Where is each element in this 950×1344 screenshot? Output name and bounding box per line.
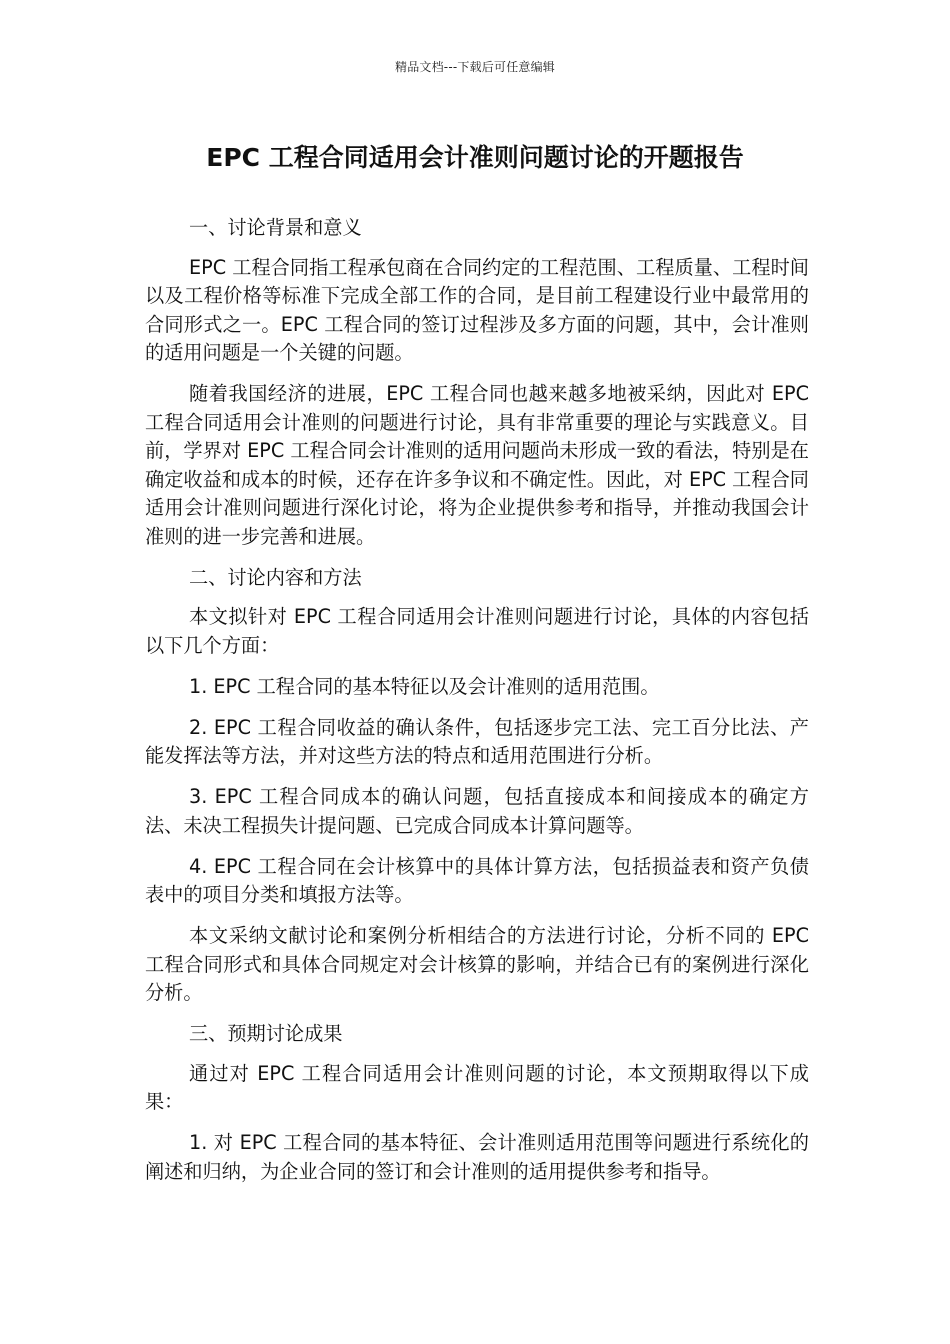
paragraph: 随着我国经济的进展，EPC 工程合同也越来越多地被采纳，因此对 EPC 工程合同适用会计准则的问题进行讨论，具有非常重要的理论与实践意义。目前，学界对 EPC 工程合同会计准则的适用问题尚未形成一致的看法，特别是在确定收益和成本的时候，还存在许多争议和不确定性。因此，对 EPC 工程合同适用会计准则问题进行深化讨论，将为企业提供参考和指导，并推动我国会计准则的进一步完善和进展。: [145, 382, 809, 548]
paragraph: EPC 工程合同指工程承包商在合同约定的工程范围、工程质量、工程时间以及工程价格等标准下完成全部工作的合同，是目前工程建设行业中最常用的合同形式之一。EPC 工程合同的签订过程涉及多方面的问题，其中，会计准则的适用问题是一个关键的问题。: [145, 255, 809, 364]
document-body: [145, 214, 809, 1199]
list-item: 3. EPC 工程合同成本的确认问题，包括直接成本和间接成本的确定方法、未决工程损失计提问题、已完成合同成本计算问题等。: [145, 785, 809, 837]
section-heading-2: 二、讨论内容和方法: [189, 565, 362, 589]
list-item: 2. EPC 工程合同收益的确认条件，包括逐步完工法、完工百分比法、产能发挥法等方法，并对这些方法的特点和适用范围进行分析。: [145, 715, 809, 767]
header-note: 精品文档---下载后可任意编辑: [395, 60, 555, 74]
page-title: EPC 工程合同适用会计准则问题讨论的开题报告: [206, 143, 744, 172]
paragraph: 通过对 EPC 工程合同适用会计准则问题的讨论，本文预期取得以下成果：: [145, 1061, 809, 1113]
section-heading-1: 一、讨论背景和意义: [189, 216, 362, 239]
list-item: 1. EPC 工程合同的基本特征以及会计准则的适用范围。: [189, 674, 660, 698]
list-item: 1. 对 EPC 工程合同的基本特征、会计准则适用范围等问题进行系统化的阐述和归纳，为企业合同的签订和会计准则的适用提供参考和指导。: [145, 1131, 809, 1183]
list-item: 4. EPC 工程合同在会计核算中的具体计算方法，包括损益表和资产负债表中的项目分类和填报方法等。: [145, 854, 809, 906]
section-heading-3: 三、预期讨论成果: [189, 1022, 343, 1045]
paragraph: 本文拟针对 EPC 工程合同适用会计准则问题进行讨论，具体的内容包括以下几个方面：: [145, 605, 809, 657]
paragraph: 本文采纳文献讨论和案例分析相结合的方法进行讨论，分析不同的 EPC 工程合同形式和具体合同规定对会计核算的影响，并结合已有的案例进行深化分析。: [145, 924, 809, 1004]
